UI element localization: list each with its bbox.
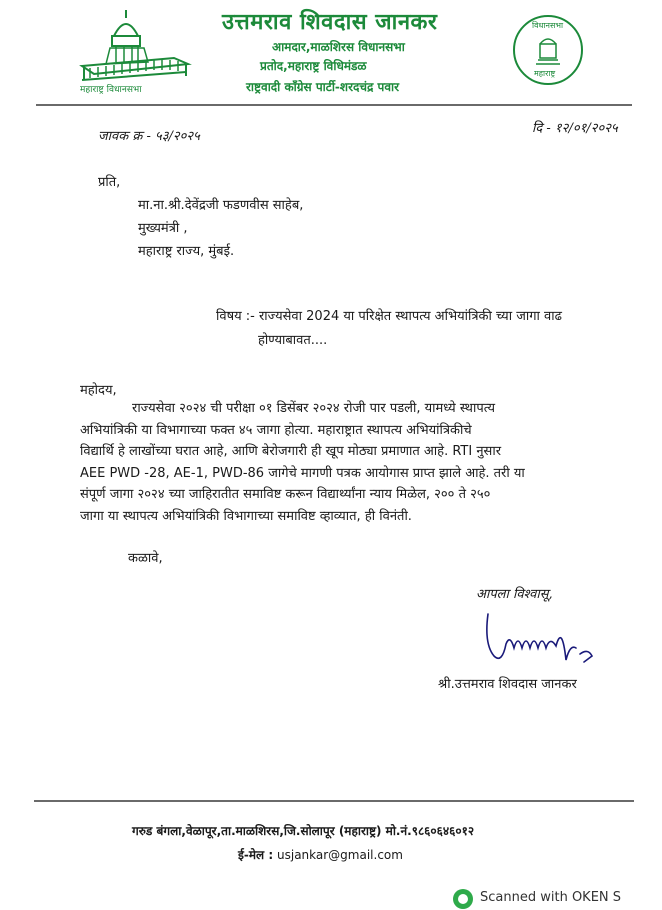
subject-line-2: होण्याबावत.... bbox=[258, 333, 328, 348]
footer-address: गरुड बंगला,वेळापूर,ता.माळशिरस,जि.सोलापूर (महाराष्ट्र) मो.नं.९८६०६४६०१२ bbox=[132, 824, 475, 838]
address-designation: मुख्यमंत्री , bbox=[138, 221, 188, 236]
header-divider bbox=[36, 104, 632, 106]
subject-line-1: विषय :- राज्यसेवा 2024 या परिक्षेत स्थापत्य अभियांत्रिकी च्या जागा वाढ bbox=[216, 309, 562, 324]
letterhead-line-1: आमदार,माळशिरस विधानसभा bbox=[272, 40, 405, 54]
body-line-2: अभियांत्रिकी या विभागाच्या फक्त ४५ जागा होत्या. महाराष्ट्रात स्थापत्य अभियांत्रिकीचे bbox=[80, 422, 472, 438]
closing: कळावे, bbox=[128, 551, 163, 566]
address-prati: प्रति, bbox=[98, 175, 121, 190]
body-line-4: AEE PWD -28, AE-1, PWD-86 जागेचे मागणी पत्रक आयोगास प्राप्त झाले आहे. तरी या bbox=[80, 465, 525, 481]
vidhansabha-seal bbox=[512, 14, 584, 86]
body-paragraph bbox=[80, 398, 640, 527]
salutation: महोदय, bbox=[80, 383, 117, 398]
letter-date: दि - १२/०१/२०२५ bbox=[532, 121, 618, 136]
signatory-name: श्री.उत्तमराव शिवदास जानकर bbox=[438, 677, 577, 692]
scanner-watermark: Scanned with OKEN S bbox=[480, 890, 622, 905]
signature-icon bbox=[476, 604, 606, 668]
footer-divider bbox=[34, 800, 634, 802]
seal-bottom-text: महाराष्ट्र bbox=[534, 69, 556, 78]
letterhead-line-2: प्रतोद,महाराष्ट्र विधिमंडळ bbox=[260, 59, 367, 73]
body-line-3: विद्यार्थि हे लाखोंच्या घरात आहे, आणि बेरोजगारी ही खूप मोठ्या प्रमाणात आहे. RTI नुसार bbox=[80, 444, 502, 459]
body-line-1: राज्यसेवा २०२४ ची परीक्षा ०१ डिसेंबर २०२४ रोजी पार पडली, यामध्ये स्थापत्य bbox=[132, 401, 496, 416]
letterhead-name: उत्तमराव शिवदास जानकर bbox=[222, 10, 438, 35]
email-label: ई-मेल : bbox=[238, 848, 274, 862]
seal-top-text: विधानसभा bbox=[532, 21, 564, 30]
letterhead-line-3: राष्ट्रवादी काँग्रेस पार्टी-शरदचंद्र पवार bbox=[246, 80, 400, 94]
address-place: महाराष्ट्र राज्य, मुंबई. bbox=[138, 244, 235, 259]
body-line-5: संपूर्ण जागा २०२४ च्या जाहिरातीत समाविष्ट करून विद्यार्थ्यांना न्याय मिळेल, २०० ते २५० bbox=[80, 487, 491, 502]
email-value: usjankar@gmail.com bbox=[277, 848, 403, 862]
body-line-6: जागा या स्थापत्य अभियांत्रिकी विभागाच्या समाविष्ट व्हाव्यात, ही विनंती. bbox=[80, 508, 412, 524]
address-name: मा.ना.श्री.देवेंद्रजी फडणवीस साहेब, bbox=[138, 198, 304, 213]
yours-faithfully: आपला विश्वासू, bbox=[476, 587, 553, 602]
footer-email-row bbox=[238, 846, 403, 863]
scanner-logo-icon bbox=[452, 888, 474, 910]
logo-caption: महाराष्ट्र विधानसभा bbox=[80, 85, 142, 95]
reference-number: जावक क्र - ५३/२०२५ bbox=[98, 129, 200, 144]
